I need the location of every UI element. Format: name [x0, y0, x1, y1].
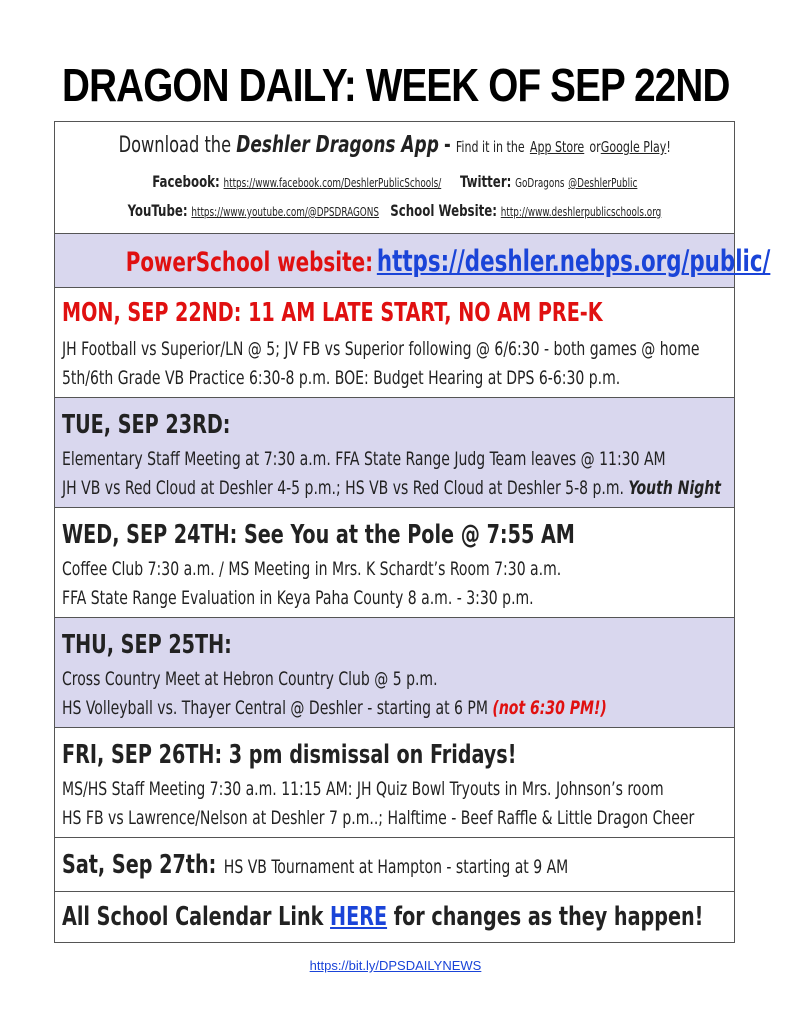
powerschool-label: PowerSchool website:: [125, 247, 374, 278]
wed-header-text: WED, SEP 24TH: See You at the Pole @ 7:55 AM: [62, 520, 575, 550]
fri-line-2-text: HS FB vs Lawrence/Nelson at Deshler 7 p.m..; Halftime - Beef Raffle & Little Dragon Cheer: [62, 807, 695, 829]
fri-header: [62, 740, 616, 770]
tue-line-1-text: Elementary Staff Meeting at 7:30 a.m. FFA State Range Judg Team leaves @ 11:30 AM: [62, 448, 666, 470]
calendar-suffix: for changes as they happen!: [393, 902, 704, 932]
twitter-colon: :: [506, 172, 512, 191]
powerschool-row: [55, 234, 771, 288]
mon-line-1: [62, 338, 791, 360]
app-bang: !: [666, 138, 671, 156]
wed-line-2-text: FFA State Range Evaluation in Keya Paha County 8 a.m. - 3:30 p.m.: [62, 587, 534, 609]
footer-link[interactable]: https://bit.ly/DPSDAILYNEWS: [309, 958, 482, 973]
thu-line-1: [62, 668, 520, 690]
thu-header-text: THU, SEP 25TH:: [62, 630, 232, 660]
tue-line-2: [62, 477, 791, 499]
website-label: School Website:: [390, 201, 498, 220]
wed-line-1-text: Coffee Club 7:30 a.m. / MS Meeting in Mrs. K Schardt’s Room 7:30 a.m.: [62, 558, 562, 580]
mon-line-1-text: JH Football vs Superior/LN @ 5; JV FB vs Superior following @ 6/6:30 - both games @ home: [62, 338, 700, 360]
app-or-text: or: [589, 138, 601, 156]
sat-line: [62, 850, 679, 880]
wed-line-1: [62, 558, 671, 580]
thu-line-2-text: HS Volleyball vs. Thayer Central @ Deshler - starting at 6 PM: [62, 697, 488, 719]
day-row-fri: [55, 728, 734, 838]
day-row-tue: [55, 398, 734, 508]
twitter-label: Twitter: [459, 172, 507, 191]
day-row-sat: [55, 838, 734, 892]
footer-link-line: [0, 958, 791, 973]
app-prefix: Download the: [118, 133, 231, 158]
mon-line-2-text: 5th/6th Grade VB Practice 6:30-8 p.m. BOE: Budget Hearing at DPS 6-6:30 p.m.: [62, 367, 621, 389]
mon-header-text: MON, SEP 22ND: 11 AM LATE START, NO AM PRE-K: [62, 298, 603, 328]
youtube-link[interactable]: https://www.youtube.com/@DPSDRAGONS: [191, 205, 380, 219]
mon-header: [62, 298, 721, 328]
twitter-text: GoDragons: [514, 176, 565, 190]
day-row-mon: [55, 288, 734, 398]
thu-line-1-text: Cross Country Meet at Hebron Country Club @ 5 p.m.: [62, 668, 438, 690]
sat-text: HS VB Tournament at Hampton - starting at 9 AM: [223, 856, 569, 878]
tue-line-1: [62, 448, 791, 470]
wed-line-2: [62, 587, 637, 609]
thu-line-2: [62, 697, 726, 719]
app-download-line: [55, 132, 734, 158]
page-title: DRAGON DAILY: WEEK OF SEP 22ND: [62, 59, 730, 111]
wed-header: [62, 520, 688, 550]
mon-line-2: [62, 367, 743, 389]
calendar-line: [62, 902, 791, 932]
app-store-link[interactable]: App Store: [529, 138, 585, 156]
website-link[interactable]: http://www.deshlerpublicschools.org: [500, 205, 662, 219]
schedule-table: [54, 121, 771, 943]
sat-header-text: Sat, Sep 27th:: [62, 850, 217, 880]
tue-header: [62, 410, 267, 440]
powerschool-line: [55, 244, 771, 278]
powerschool-link[interactable]: https://deshler.nebps.org/public/: [376, 244, 771, 278]
calendar-here-link[interactable]: HERE: [330, 902, 388, 932]
fri-line-1-text: MS/HS Staff Meeting 7:30 a.m. 11:15 AM: JH Quiz Bowl Tryouts in Mrs. Johnson’s room: [62, 778, 664, 800]
day-row-thu: [55, 618, 734, 728]
facebook-label: Facebook:: [151, 172, 220, 191]
tue-line-2-text: JH VB vs Red Cloud at Deshler 4-5 p.m.; HS VB vs Red Cloud at Deshler 5-8 p.m.: [62, 477, 624, 499]
app-dash: -: [443, 133, 451, 158]
app-name: Deshler Dragons App: [236, 132, 439, 158]
calendar-prefix: All School Calendar Link: [62, 902, 324, 932]
facebook-link[interactable]: https://www.facebook.com/DeshlerPublicSchools/: [223, 176, 441, 190]
fri-line-1: [62, 778, 791, 800]
social-line-2: [55, 201, 734, 220]
app-info-row: [55, 122, 734, 234]
google-play-link[interactable]: Google Play: [600, 138, 667, 156]
calendar-row: [55, 892, 734, 942]
day-row-wed: [55, 508, 734, 618]
social-line-1: [55, 172, 734, 191]
app-find-text: Find it in the: [455, 138, 525, 156]
not-630-text: (not 6:30 PM!): [492, 697, 607, 719]
thu-header: [62, 630, 269, 660]
tue-header-text: TUE, SEP 23RD:: [62, 410, 231, 440]
fri-header-text: FRI, SEP 26TH: 3 pm dismissal on Fridays!: [62, 740, 517, 770]
youtube-label: YouTube:: [127, 201, 188, 220]
youth-night-text: Youth Night: [628, 477, 721, 499]
twitter-handle-link[interactable]: @DeshlerPublic: [567, 176, 638, 190]
fri-line-2: [62, 807, 791, 829]
